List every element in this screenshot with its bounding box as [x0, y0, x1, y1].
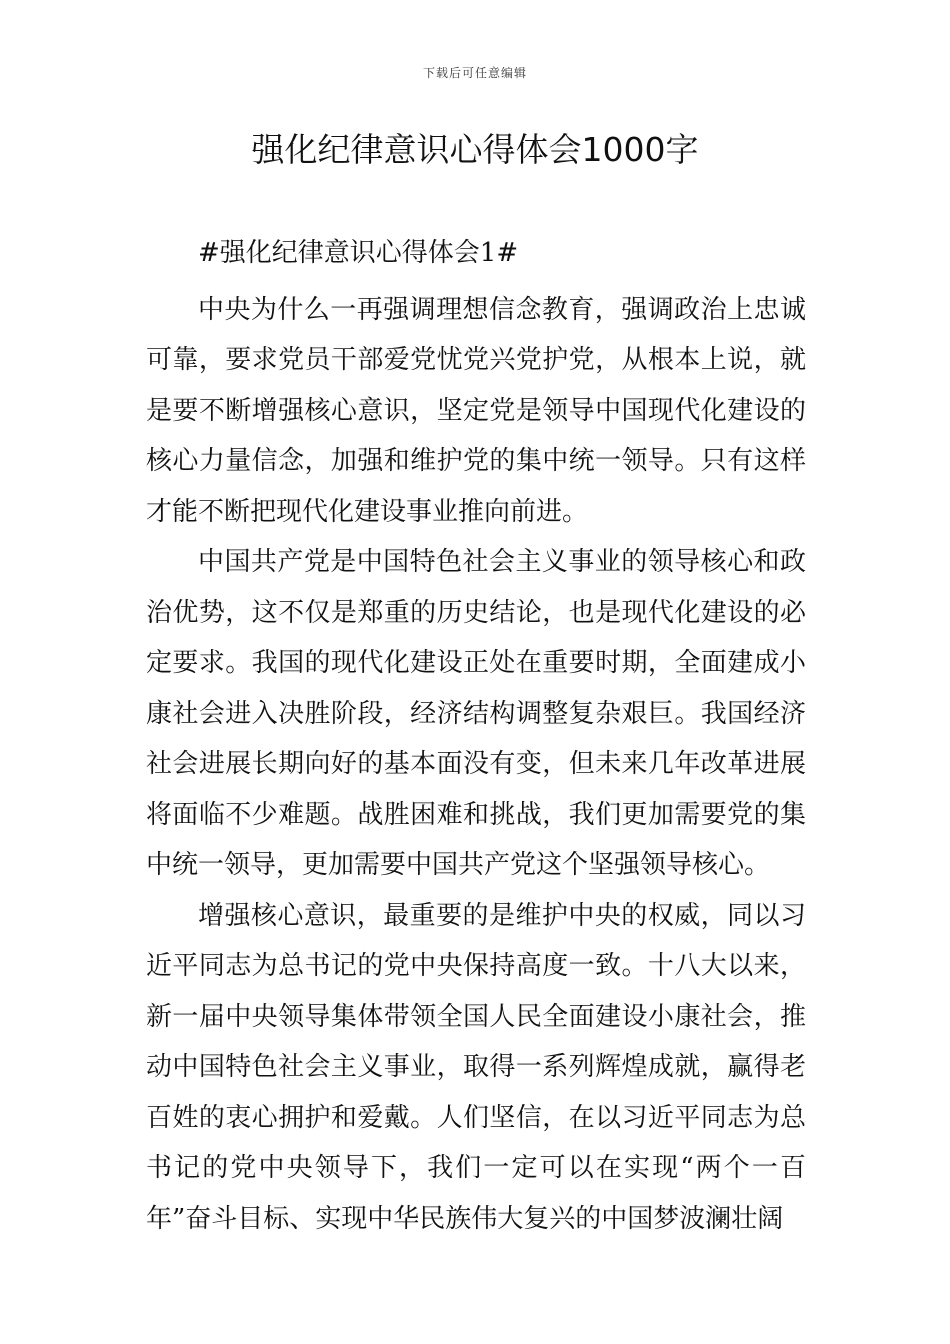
body-paragraph-2: 中国共产党是中国特色社会主义事业的领导核心和政治优势，这不仅是郑重的历史结论，也是现代化建设的必定要求。我国的现代化建设正处在重要时期，全面建成小康社会进入决胜阶段，经济结构调整复杂艰巨。我国经济社会进展长期向好的基本面没有变，但未来几年改革进展将面临不少难题。战胜困难和挑战，我们更加需要党的集中统一领导，更加需要中国共产党这个坚强领导核心。 [146, 547, 806, 880]
document-title: 强化纪律意识心得体会1000字 [251, 130, 699, 169]
document-body [146, 228, 806, 1244]
page-header-note: 下载后可任意编辑 [422, 66, 527, 80]
body-paragraph-1: 中央为什么一再强调理想信念教育，强调政治上忠诚可靠，要求党员干部爱党忧党兴党护党，从根本上说，就是要不断增强核心意识，坚定党是领导中国现代化建设的核心力量信念，加强和维护党的集中统一领导。只有这样才能不断把现代化建设事业推向前进。 [146, 294, 806, 527]
body-paragraph-3: 增强核心意识，最重要的是维护中央的权威，同以习近平同志为总书记的党中央保持高度一致。十八大以来，新一届中央领导集体带领全国人民全面建设小康社会，推动中国特色社会主义事业，取得一系列辉煌成就，赢得老百姓的衷心拥护和爱戴。人们坚信，在以习近平同志为总书记的党中央领导下，我们一定可以在实现“两个一百年”奋斗目标、实现中华民族伟大复兴的中国梦波澜壮阔 [146, 900, 806, 1234]
section-heading: #强化纪律意识心得体会1# [198, 238, 519, 268]
